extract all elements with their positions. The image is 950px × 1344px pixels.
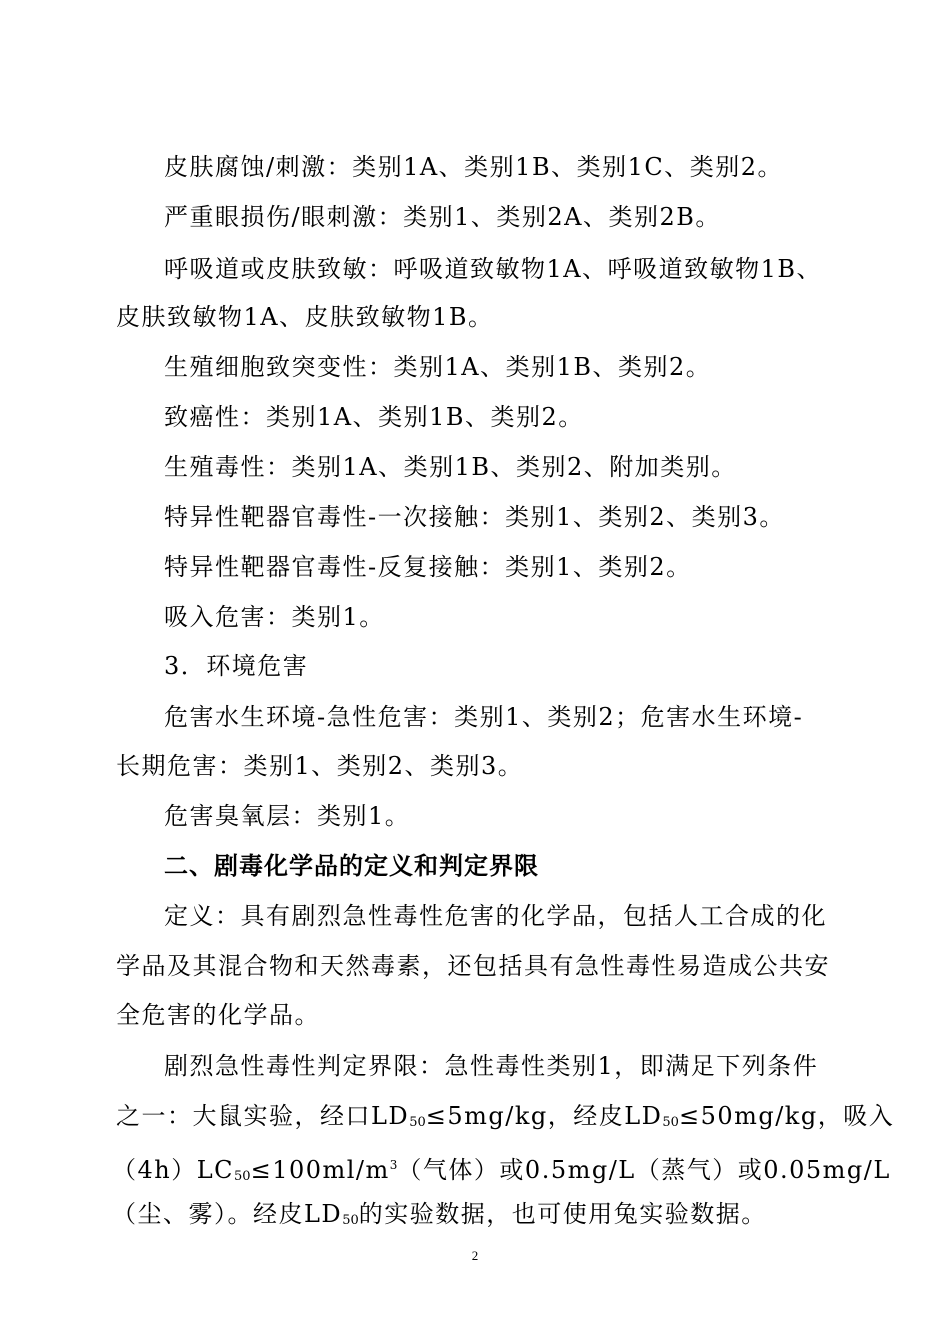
subscript: 50: [662, 1115, 679, 1130]
text-run: （尘、雾）。经皮LD: [112, 1200, 343, 1228]
text-run: ≤5mg/kg，经皮LD: [425, 1102, 663, 1130]
superscript: 3: [389, 1158, 398, 1172]
section-heading: 二、剧毒化学品的定义和判定界限: [164, 852, 539, 880]
text-line: 生殖毒性：类别1A、类别1B、类别2、附加类别。: [164, 453, 737, 481]
text-line: 危害水生环境-急性危害：类别1、类别2；危害水生环境-: [164, 703, 804, 731]
text-line: 致癌性：类别1A、类别1B、类别2。: [164, 403, 584, 431]
paragraph-line: [112, 1199, 767, 1236]
text-run: 的实验数据，也可使用兔实验数据。: [358, 1200, 767, 1228]
paragraph-line: 定义：具有剧烈急性毒性危害的化学品，包括人工合成的化: [164, 902, 827, 930]
text-line: 危害臭氧层：类别1。: [164, 802, 411, 830]
text-line: 生殖细胞致突变性：类别1A、类别1B、类别2。: [164, 353, 712, 381]
subscript: 50: [409, 1115, 426, 1130]
paragraph-line: 剧烈急性毒性判定界限：急性毒性类别1，即满足下列条件: [164, 1052, 819, 1080]
text-line: 皮肤腐蚀/刺激：类别1A、类别1B、类别1C、类别2。: [164, 153, 783, 181]
page-number: 2: [471, 1248, 479, 1263]
paragraph-line: 全危害的化学品。: [116, 1001, 320, 1029]
subscript: 50: [342, 1213, 359, 1228]
text-run: 之一：大鼠实验，经口LD: [116, 1102, 410, 1130]
text-run: ≤50mg/kg，吸入: [678, 1102, 895, 1130]
text-line: 严重眼损伤/眼刺激：类别1、类别2A、类别2B。: [164, 203, 721, 231]
paragraph-line: 学品及其混合物和天然毒素，还包括具有急性毒性易造成公共安: [116, 952, 830, 980]
paragraph-line: [116, 1101, 894, 1138]
text-line: 呼吸道或皮肤致敏：呼吸道致敏物1A、呼吸道致敏物1B、: [164, 255, 823, 283]
paragraph-line: [112, 1150, 891, 1192]
text-line: 吸入危害：类别1。: [164, 603, 385, 631]
text-run: （4h）LC: [112, 1156, 235, 1184]
text-line: 长期危害：类别1、类别2、类别3。: [116, 752, 524, 780]
subscript: 50: [234, 1169, 251, 1184]
text-run: （气体）或0.5mg/L（蒸气）或0.05mg/L: [397, 1156, 891, 1184]
text-line: 特异性靶器官毒性-反复接触：类别1、类别2。: [164, 553, 692, 581]
text-line: 皮肤致敏物1A、皮肤致敏物1B。: [116, 303, 494, 331]
section-heading: 3．环境危害: [164, 652, 309, 680]
text-line: 特异性靶器官毒性-一次接触：类别1、类别2、类别3。: [164, 503, 785, 531]
text-run: ≤100ml/m: [250, 1156, 390, 1184]
